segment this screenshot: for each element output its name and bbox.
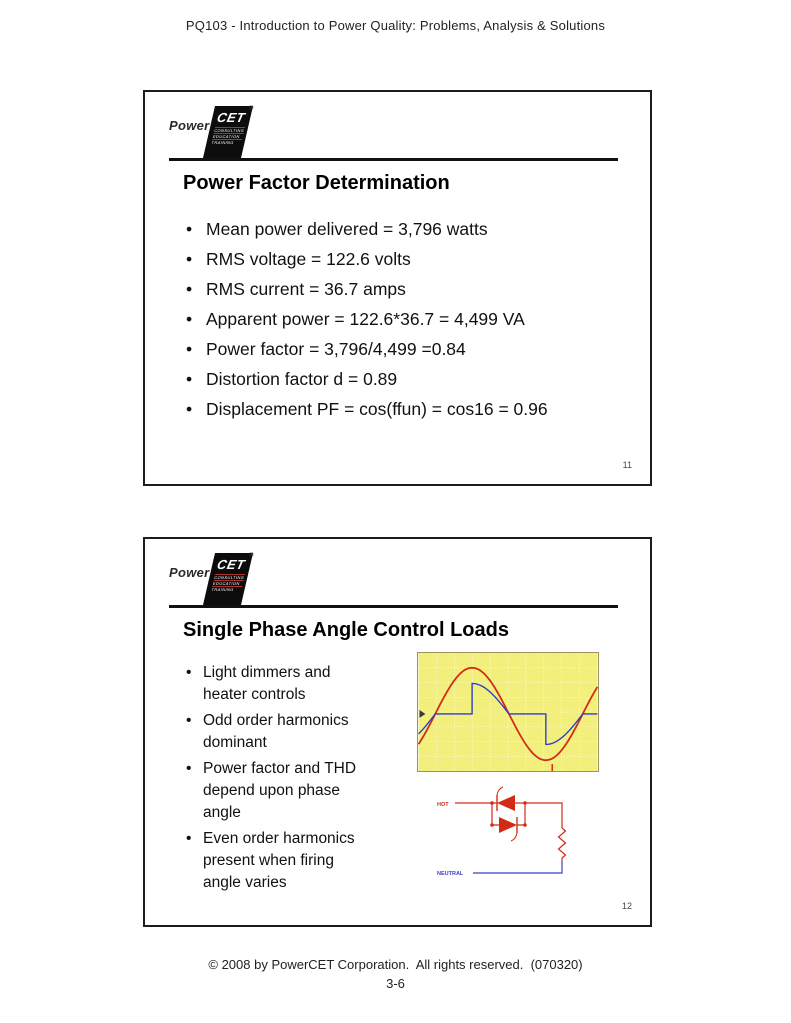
logo-trademark: ®	[249, 553, 254, 559]
logo-rule	[169, 158, 618, 161]
scope-waveform-image	[417, 652, 599, 772]
hot-label: HOT	[437, 802, 449, 808]
logo-sub-lines	[211, 127, 245, 145]
course-header: PQ103 - Introduction to Power Quality: Problems, Analysis & Solutions	[185, 18, 606, 33]
logo-sub-lines	[211, 574, 245, 592]
scr-lower	[499, 817, 517, 841]
circuit-svg	[427, 780, 602, 890]
logo-subline: TRAINING	[211, 586, 242, 592]
footer-copyright: © 2008 by PowerCET Corporation. All rights reserved. (070320)	[208, 957, 583, 972]
scr-upper	[497, 787, 515, 811]
bullet-item: • Light dimmers and heater controls	[183, 662, 371, 706]
logo-emblem	[203, 553, 253, 605]
slide-2	[143, 537, 652, 927]
logo-subline: CONSULTING	[213, 128, 245, 133]
scope-svg	[417, 652, 599, 772]
slide-2-title: Single Phase Angle Control Loads	[183, 619, 509, 641]
logo-subline: TRAINING	[211, 139, 242, 145]
circuit-diagram	[427, 780, 602, 890]
resistor-symbol	[559, 828, 566, 862]
bullet-item: • RMS voltage = 122.6 volts	[183, 244, 623, 274]
bullet-item: • Displacement PF = cos(ffun) = cos16 = 0.96	[183, 394, 623, 424]
powercet-logo	[169, 106, 289, 160]
logo-subline: EDUCATION	[212, 580, 243, 586]
bullet-item: • Power factor = 3,796/4,499 =0.84	[183, 334, 623, 364]
scr-pair	[490, 787, 527, 841]
bullet-item: • Apparent power = 122.6*36.7 = 4,499 VA	[183, 304, 623, 334]
bullet-item: • Even order harmonics present when firing angle varies	[183, 828, 371, 894]
bullet-item: • Power factor and THD depend upon phase angle	[183, 758, 371, 824]
slide-2-page-number: 12	[621, 901, 632, 911]
bullet-item: • Mean power delivered = 3,796 watts	[183, 214, 623, 244]
footer-page-number: 3-6	[386, 976, 405, 991]
logo-emblem	[203, 106, 253, 158]
slide-2-bullet-list	[183, 662, 371, 898]
logo-power-text: Power	[169, 565, 210, 580]
neutral-label: NEUTRAL	[437, 871, 464, 877]
logo-cet-text: CET	[215, 557, 247, 572]
logo-power-text: Power	[169, 118, 210, 133]
logo-subline: CONSULTING	[213, 575, 245, 580]
logo-rule	[169, 605, 618, 608]
bullet-item: • Odd order harmonics dominant	[183, 710, 371, 754]
logo-subline: EDUCATION	[212, 133, 243, 139]
bullet-item: • Distortion factor d = 0.89	[183, 364, 623, 394]
slide-1	[143, 90, 652, 486]
slide-1-bullet-list	[183, 214, 623, 424]
logo-trademark: ®	[249, 106, 254, 112]
neutral-wire	[473, 862, 562, 873]
powercet-logo	[169, 553, 289, 607]
slide-1-title: Power Factor Determination	[183, 172, 450, 194]
slide-1-page-number: 11	[622, 460, 632, 470]
bullet-item: • RMS current = 36.7 amps	[183, 274, 623, 304]
logo-cet-text: CET	[215, 110, 247, 125]
